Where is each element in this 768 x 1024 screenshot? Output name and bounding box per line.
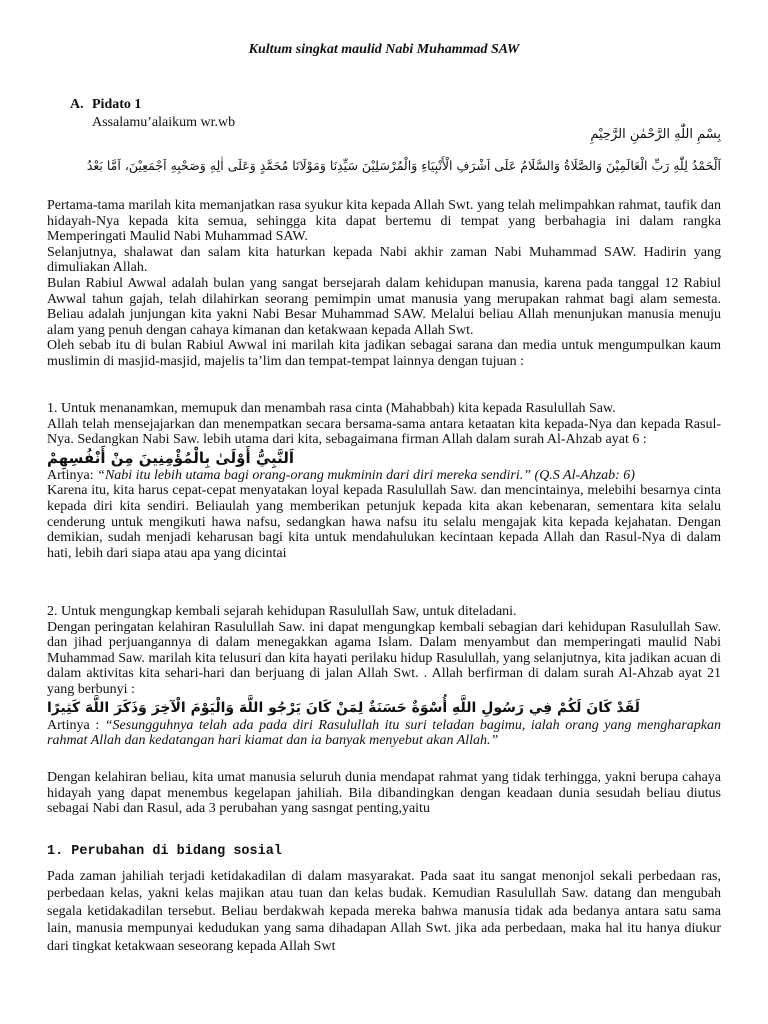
translation-text: “Sesungguhnya telah ada pada diri Rasulullah itu suri teladan bagimu, ialah orang yang mengharapkan rahmat Allah dan kedatangan hari kiamat dan ia banyak menyebut akan Allah.” bbox=[47, 717, 721, 749]
arabic-ahzab-6: اَلنَّبِيُّ أَوْلَىٰ بِالْمُؤْمِنِينَ مِنْ أَنْفُسِهِمْ bbox=[47, 448, 295, 467]
point-1-body: Allah telah mensejajarkan dan menempatkan secara bersama-sama antara ketaatan kita kepada-Nya dan kepada Rasul-Nya. Sedangkan Nabi Saw. lebih utama dari kita, sebagaimana firman Allah dalam surah Al-Ahzab ayat 6 : bbox=[47, 416, 721, 448]
section-label: A. bbox=[70, 97, 84, 112]
social-block bbox=[47, 868, 721, 955]
translation-label: Artinya: bbox=[47, 467, 98, 483]
greeting: Assalamu’alaikum wr.wb bbox=[92, 115, 236, 130]
point-1-translation bbox=[47, 468, 721, 484]
social-paragraph: Pada zaman jahiliah terjadi ketidakadilan di dalam masyarakat. Pada saat itu sangat menonjol sekali perbedaan ras, perbedaan kelas, yakni kelas majikan atau tuan dan kelas budak. Kemudian Rasulullah Saw. datang dan mengubah segala ketidakadilan tersebut. Beliau berdakwah kepada mereka bahwa manusia tidak ada bedanya antara satu sama lain, manusia mempunyai kedudukan yang sama dihadapan Allah Swt. jika ada perbedaan, maka hal itu hanya diukur dari tingkat ketakwaan seseorang kepada Allah Swt bbox=[47, 869, 721, 954]
social-heading: 1. Perubahan di bidang sosial bbox=[47, 844, 282, 859]
point-2-heading: 2. Untuk mengungkap kembali sejarah kehidupan Rasulullah Saw, untuk diteladani. bbox=[47, 604, 517, 619]
point-1-block bbox=[47, 401, 721, 561]
arabic-hamdalah: اَلْحَمْدُ لِلّٰهِ رَبِّ الْعَالَمِيْنَ وَالصَّلَاةُ وَالسَّلَامُ عَلَى اَشْرَفِ الْأَنْبِيَاءِ وَالْمُرْسَلِيْنَ سَيِّدِنَا وَمَوْلَانَا مُحَمَّدٍ وَعَلَى اٰلِهِ وَصَحْبِهِ اَجْمَعِيْنَ، اَمَّا بَعْدُ bbox=[86, 158, 721, 173]
point-2-translation bbox=[47, 718, 721, 749]
intro-paragraph: Bulan Rabiul Awwal adalah bulan yang sangat bersejarah dalam kehidupan manusia, karena pada tanggal 12 Rabiul Awwal tahun gajah, telah dilahirkan seorang pemimpin umat manusia yang merupakan rahmat bagi alam semesta. Beliau adalah junjungan kita yakni Nabi Besar Muhammad SAW. Melalui beliau Allah menunjukan manusia menuju alam yang penuh dengan cahaya kimanan dan ketakwaan kepada Allah Swt. bbox=[47, 275, 721, 338]
translation-text: “Nabi itu lebih utama bagi orang-orang mukminin dari diri mereka sendiri.” (Q.S Al-Ahzab: 6) bbox=[97, 467, 635, 483]
point-2-block bbox=[47, 604, 721, 749]
intro-paragraph: Selanjutnya, shalawat dan salam kita haturkan kepada Nabi akhir zaman Nabi Muhammad SAW. Hadirin yang dimuliakan Allah. bbox=[47, 244, 721, 276]
intro-paragraph: Pertama-tama marilah kita memanjatkan rasa syukur kita kepada Allah Swt. yang telah melimpahkan rahmat, taufik dan hidayah-Nya kepada kita semua, sehingga kita dapat bertemu di tempat yang berbahagia ini dalam rangka Memperingati Maulid Nabi Muhammad SAW. bbox=[47, 198, 721, 245]
translation-label: Artinya : bbox=[47, 717, 105, 733]
document-title: Kultum singkat maulid Nabi Muhammad SAW bbox=[248, 42, 520, 57]
intro-paragraph: Oleh sebab itu di bulan Rabiul Awwal ini marilah kita jadikan sebagai sarana dan media untuk mengumpulkan kaum muslimin di masjid-masjid, majelis ta’lim dan tempat-tempat lainnya dengan tujuan : bbox=[47, 338, 721, 369]
closing-block bbox=[47, 770, 721, 817]
arabic-basmala: بِسْمِ اللّٰهِ الرَّحْمٰنِ الرَّحِيْمِ bbox=[590, 127, 721, 142]
closing-paragraph: Dengan kelahiran beliau, kita umat manusia seluruh dunia mendapat rahmat yang tidak terhingga, yakni berupa cahaya hidayah yang dapat menembus kegelapan jahiliah. Bila dibandingkan dengan keadaan dunia sesudah beliau diutus sebagai Nabi dan Rasul, ada 3 perubahan yang sasngat penting,yaitu bbox=[47, 770, 721, 817]
section-title: Pidato 1 bbox=[92, 97, 142, 112]
arabic-ahzab-21: لَقَدْ كَانَ لَكُمْ فِي رَسُولِ اللَّهِ أُسْوَةٌ حَسَنَةٌ لِمَنْ كَانَ يَرْجُو اللَّهَ وَالْيَوْمَ الْآخِرَ وَذَكَرَ اللَّهَ كَثِيرًا bbox=[47, 699, 640, 716]
intro-block bbox=[47, 198, 721, 370]
point-1-after: Karena itu, kita harus cepat-cepat menyatakan loyal kepada Rasulullah Saw. dan mencintainya, melebihi besarnya cinta kepada diri kita sendiri. Beliaulah yang memberikan petunjuk kepada kita akan kebenaran, sementara kita selalu cenderung untuk mengikuti hawa nafsu, sedangkan hawa nafsu itu selalu mengajak kita kepada kejahatan. Dengan demikian, sudah menjadi keharusan bagi kita untuk mendahulukan kecintaan kepada Allah dan Rasul-Nya di dalam hati, lebih dari siapa atau apa yang dicintai bbox=[47, 483, 721, 561]
point-1-heading: 1. Untuk menanamkan, memupuk dan menambah rasa cinta (Mahabbah) kita kepada Rasulullah Saw. bbox=[47, 401, 616, 416]
point-2-body: Dengan peringatan kelahiran Rasulullah Saw. ini dapat mengungkap kembali sebagian dari kehidupan Rasulullah Saw. dan jihad perjuangannya di dalam menegakkan agama Islam. Dalam menyambut dan memperingati maulid Nabi Muhammad Saw. marilah kita telusuri dan kita hayati perilaku hidup Rasulullah, yang selanjutnya, kita jadikan acuan di dalam aktivitas kita sehari-hari dan berjuang di jalan Allah Swt. . Allah berfirman di dalam surah Al-Ahzab ayat 21 yang berbunyi : bbox=[47, 619, 721, 697]
section-heading bbox=[70, 97, 141, 113]
